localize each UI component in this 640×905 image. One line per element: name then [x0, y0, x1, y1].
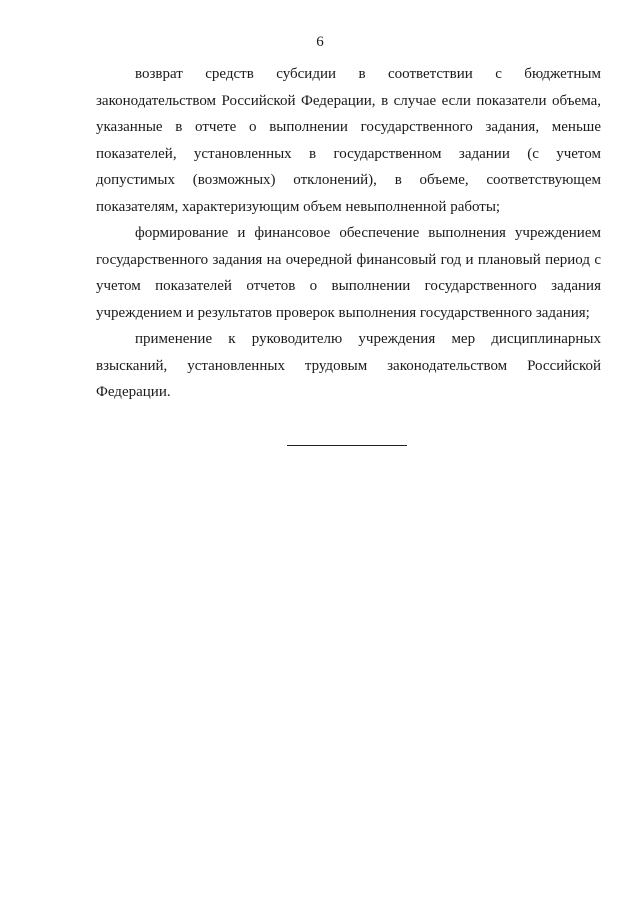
document-body	[96, 61, 601, 406]
page-number: 6	[316, 34, 324, 50]
end-separator-line	[287, 445, 407, 446]
paragraph-subsidy-return: возврат средств субсидии в соответствии с бюджетным законодательством Российской Федерации, в случае если показатели объема, указанные в отчете о выполнении государственного задания, меньше показателей, установленных в государственном задании (с учетом допустимых (возможных) отклонений), в объеме, соответствующем показателям, характеризующим объем невыполненной работы;	[96, 66, 601, 215]
paragraph-task-funding: формирование и финансовое обеспечение выполнения учреждением государственного задания на очередной финансовый год и плановый период с учетом показателей отчетов о выполнении государственного задания учреждением и результатов проверок выполнения государственного задания;	[96, 225, 601, 321]
paragraph-disciplinary-measures: применение к руководителю учреждения мер дисциплинарных взысканий, установленных трудовым законодательством Российской Федерации.	[96, 331, 601, 400]
